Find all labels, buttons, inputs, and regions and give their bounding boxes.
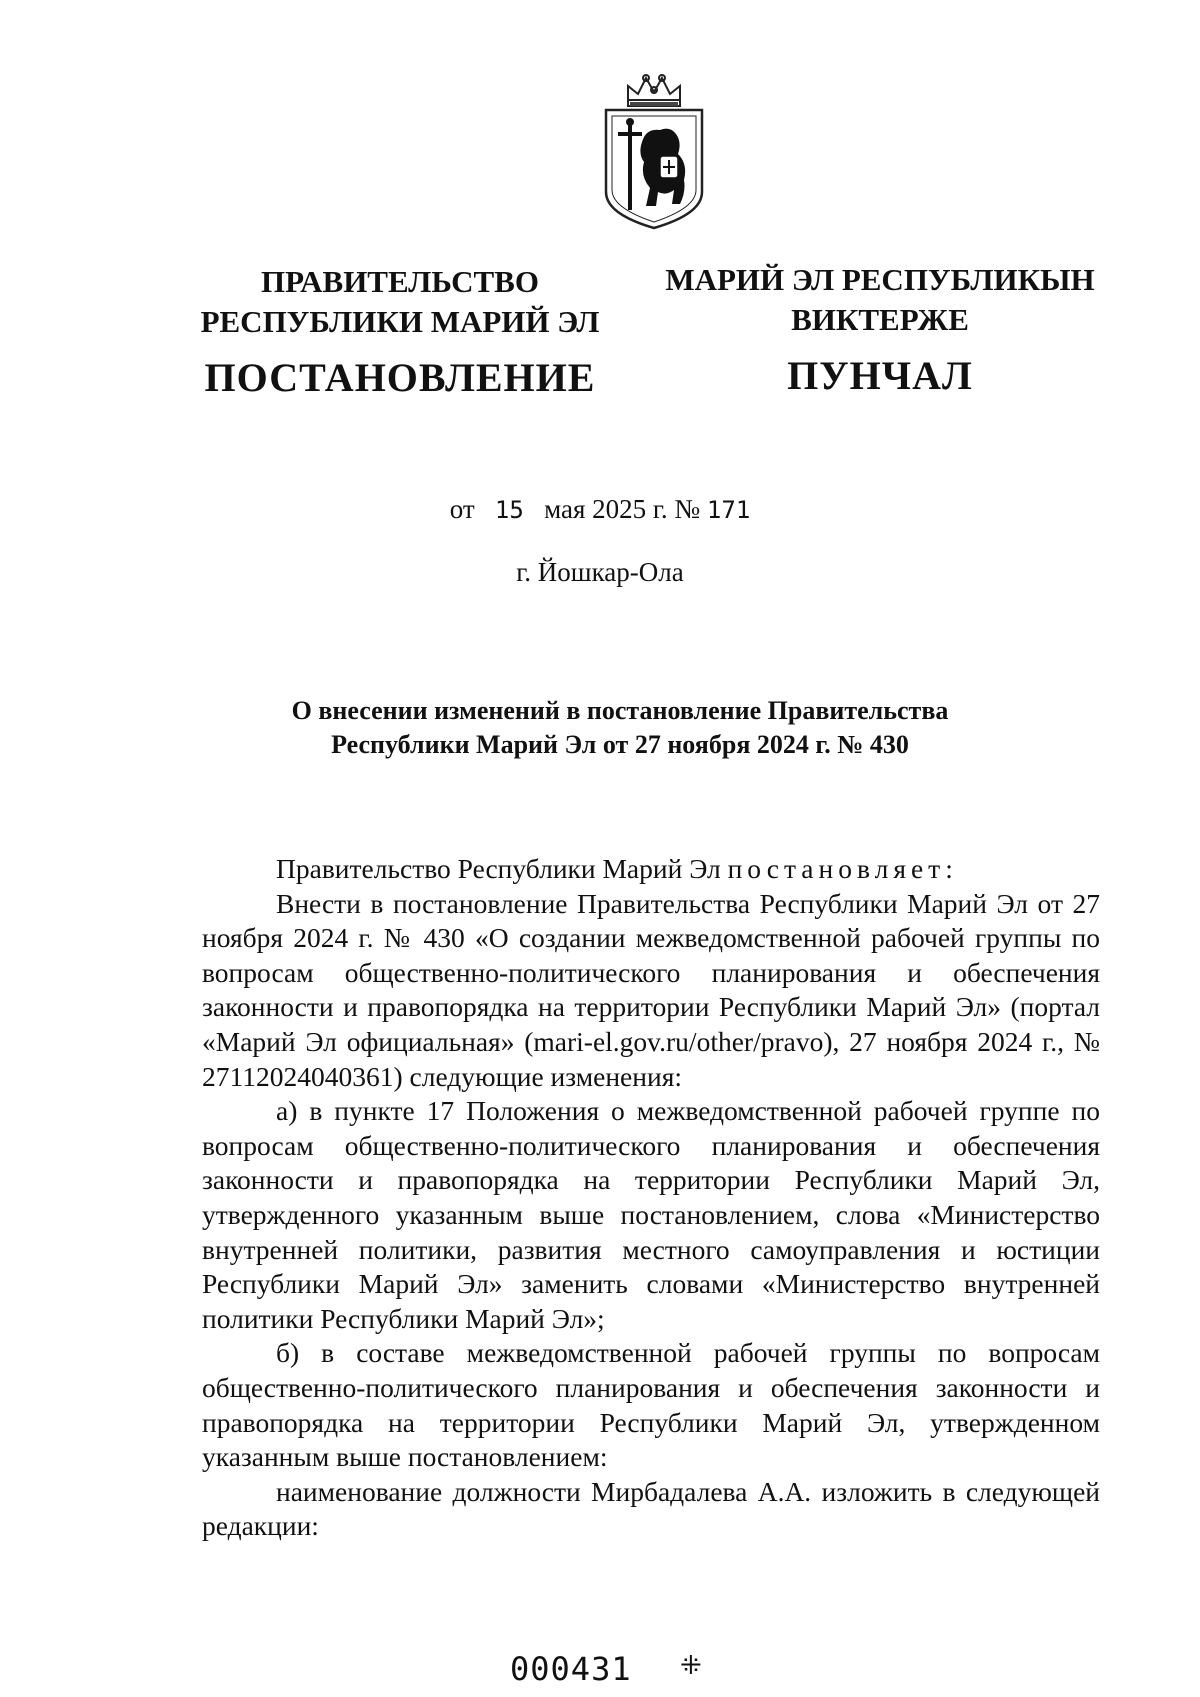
paragraph-main: Внести в постановление Правительства Республики Марий Эл от 27 ноября 2024 г. № 430 «О создании межведомственной рабочей группы по вопросам общественно-политического планирования и обеспечения законности и правопорядка на территории Республики Марий Эл» (портал «Марий Эл официальная» (mari-el.gov.ru/other/pravo), 27 ноября 2024 г., № 27112024040361) следующие изменения:: [202, 887, 1100, 1092]
coat-of-arms-icon: [598, 72, 710, 230]
header-right-line2: ВИКТЕРЖЕ: [791, 302, 969, 337]
document-city: г. Йошкар-Ола: [516, 557, 684, 587]
document-date: [0, 494, 1200, 525]
header-left: [180, 262, 620, 402]
paragraph-item-b: б) в составе межведомственной рабочей группы по вопросам общественно-политического планирования и обеспечения законности и правопорядка на территории Республики Марий Эл, утвержденном указанным выше постановлением:: [202, 1337, 1100, 1473]
paragraph-intro-start: Правительство Республики Марий Эл: [276, 853, 721, 884]
header-left-line2: РЕСПУБЛИКИ МАРИЙ ЭЛ: [200, 304, 600, 339]
title-line1: О внесении изменений в постановление Правительства: [291, 696, 949, 725]
document-title: [230, 694, 1010, 762]
document-body: [202, 852, 1100, 1544]
asterisk-mark-icon: ⁜: [680, 1651, 702, 1681]
paragraph-item-a: а) в пункте 17 Положения о межведомственной рабочей группе по вопросам общественно-политического планирования и обеспечения законности и правопорядка на территории Республики Марий Эл, утвержденного указанным выше постановлением, слова «Министерство внутренней политики, развития местного самоуправления и юстиции Республики Марий Эл» заменить словами «Министерство внутренней политики Республики Марий Эл»;: [202, 1095, 1100, 1334]
paragraph-position-name: наименование должности Мирбадалева А.А. изложить в следующей редакции:: [202, 1475, 1100, 1542]
paragraph-resolution-intro: [202, 852, 1100, 887]
title-line2: Республики Марий Эл от 27 ноября 2024 г. № 430: [331, 730, 909, 759]
header-right-line1: МАРИЙ ЭЛ РЕСПУБЛИКЫН: [665, 262, 1095, 297]
date-month-year: мая 2025 г. №: [544, 494, 701, 524]
date-prefix: от: [449, 494, 475, 524]
date-day: 15: [494, 496, 524, 524]
header-left-line1: ПРАВИТЕЛЬСТВО: [261, 264, 539, 299]
form-serial-number: 000431: [510, 1650, 632, 1688]
header-left-doc-type: ПОСТАНОВЛЕНИЕ: [204, 355, 596, 400]
paragraph-intro-keyword: постановляет:: [727, 853, 958, 884]
document-number: 171: [706, 496, 751, 524]
header-right: [660, 260, 1100, 400]
header-right-doc-type: ПУНЧАЛ: [787, 353, 973, 398]
